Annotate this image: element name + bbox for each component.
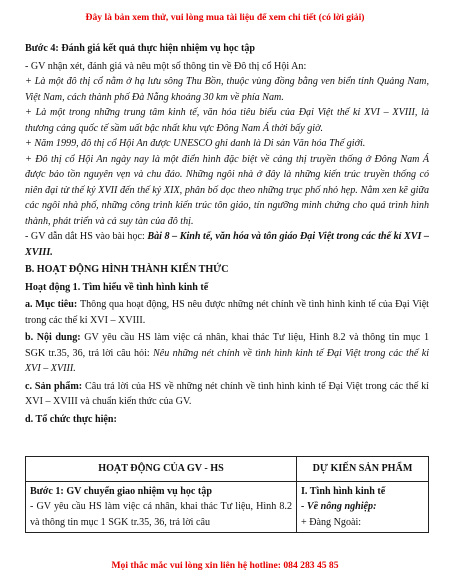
economy-heading: I. Tình hình kinh tế: [301, 485, 386, 497]
preview-banner: Đây là bản xem thử, vui lòng mua tài liệu để xem chi tiết (có lời giải): [85, 12, 365, 23]
document-body: [25, 41, 429, 427]
step4-heading: Bước 4: Đánh giá kết quả thực hiện nhiệm vụ học tập: [25, 43, 255, 54]
agriculture-subheading: - Về nông nghiệp:: [301, 501, 377, 512]
lesson-lead: [25, 229, 429, 260]
activity-table: [25, 456, 429, 533]
step4-bullet-4: + Đô thị cổ Hội An ngày nay là một điển hình đặc biệt về cảng thị truyền thống ở Đông Nam Á được bảo tồn nguyên vẹn và chu đáo. Những ngôi nhà ở đây là những kiến trúc truyền thống có niên đại từ thế kỷ XVII đến thế kỷ XIX, phân bố dọc theo những trục phố nhỏ hẹp. Nằm xen kẽ giữa các ngôi nhà phố, những công trình kiến trúc tôn giáo, tín ngưỡng minh chứng cho quá trình hình thành, phát triển và cả suy tàn của đô thị.: [25, 153, 429, 227]
step4-bullet-3: + Năm 1999, đô thị cổ Hội An được UNESCO ghi danh là Di sản Văn hóa Thế giới.: [25, 138, 366, 149]
section-b-heading: B. HOẠT ĐỘNG HÌNH THÀNH KIẾN THỨC: [25, 264, 229, 275]
objective-paragraph: [25, 297, 429, 328]
activity-heading: Hoạt động 1. Tìm hiểu về tình hình kinh tế: [25, 281, 209, 293]
dang-ngoai-item: + Đàng Ngoài:: [301, 516, 362, 528]
content-paragraph: [25, 330, 429, 377]
content-label: b. Nội dung:: [25, 332, 85, 343]
product-text: Câu trả lời của HS về những nét chính về tình hình kinh tế Đại Việt trong các thế kỉ XVI – XVIII và chuẩn kiến thức của GV.: [25, 380, 429, 407]
table-cell-activities: [26, 481, 297, 533]
hotline-banner: Mọi thắc mắc vui lòng xin liên hệ hotline: 084 283 45 85: [111, 560, 339, 571]
table-header-row: [26, 457, 429, 482]
step1-text: - GV yêu cầu HS làm việc cá nhân, khai thác Tư liệu, Hình 8.2 và thông tin mục 1 SGK tr.35, 36, trả lời câu: [30, 501, 292, 528]
table-cell-products: [297, 481, 429, 533]
step1-heading: Bước 1: GV chuyển giao nhiệm vụ học tập: [30, 485, 212, 497]
step4-intro: - GV nhận xét, đánh giá và nêu một số thông tin về Đô thị cổ Hội An:: [25, 60, 307, 72]
table-header-products: DỰ KIẾN SẢN PHẨM: [297, 457, 429, 482]
objective-label: a. Mục tiêu:: [25, 299, 80, 310]
organization-heading: d. Tổ chức thực hiện:: [25, 413, 117, 425]
content-text: GV yêu cầu HS làm việc cá nhân, khai thác Tư liệu, Hình 8.2 và thông tin mục 1 SGK tr.35, 36, trả lời câu hỏi:: [25, 332, 429, 359]
lesson-lead-prefix: - GV dẫn dắt HS vào bài học:: [25, 231, 148, 242]
lesson-title: Bài 8 – Kinh tế, văn hóa và tôn giáo Đại Việt trong các thế kỉ XVI – XVIII.: [25, 231, 429, 258]
table-header-activities: HOẠT ĐỘNG CỦA GV - HS: [26, 457, 297, 482]
product-label: c. Sản phẩm:: [25, 380, 85, 392]
table-row: [26, 481, 429, 533]
step4-bullet-2: + Là một trong những trung tâm kinh tế, văn hóa tiêu biểu của Đại Việt thế kỉ XVI – XVIII, là thương cảng quốc tế sầm uất bậc nhất khu vực Đông Nam Á thời bấy giờ.: [25, 107, 429, 134]
step4-bullet-1: + Là một đô thị cổ nằm ở hạ lưu sông Thu Bồn, thuộc vùng đồng bằng ven biển tỉnh Quảng Nam, Việt Nam, cách thành phố Đà Nẵng khoảng 30 km về phía Nam.: [25, 76, 429, 103]
objective-text: Thông qua hoạt động, HS nêu được những nét chính về tình hình kinh tế của Đại Việt trong các thế kỉ XVI – XVIII.: [25, 299, 429, 326]
content-question: Nêu những nét chính về tình hình kinh tế Đại Việt trong các thế kỉ XVI – XVIII.: [25, 347, 430, 374]
product-paragraph: [25, 379, 429, 410]
